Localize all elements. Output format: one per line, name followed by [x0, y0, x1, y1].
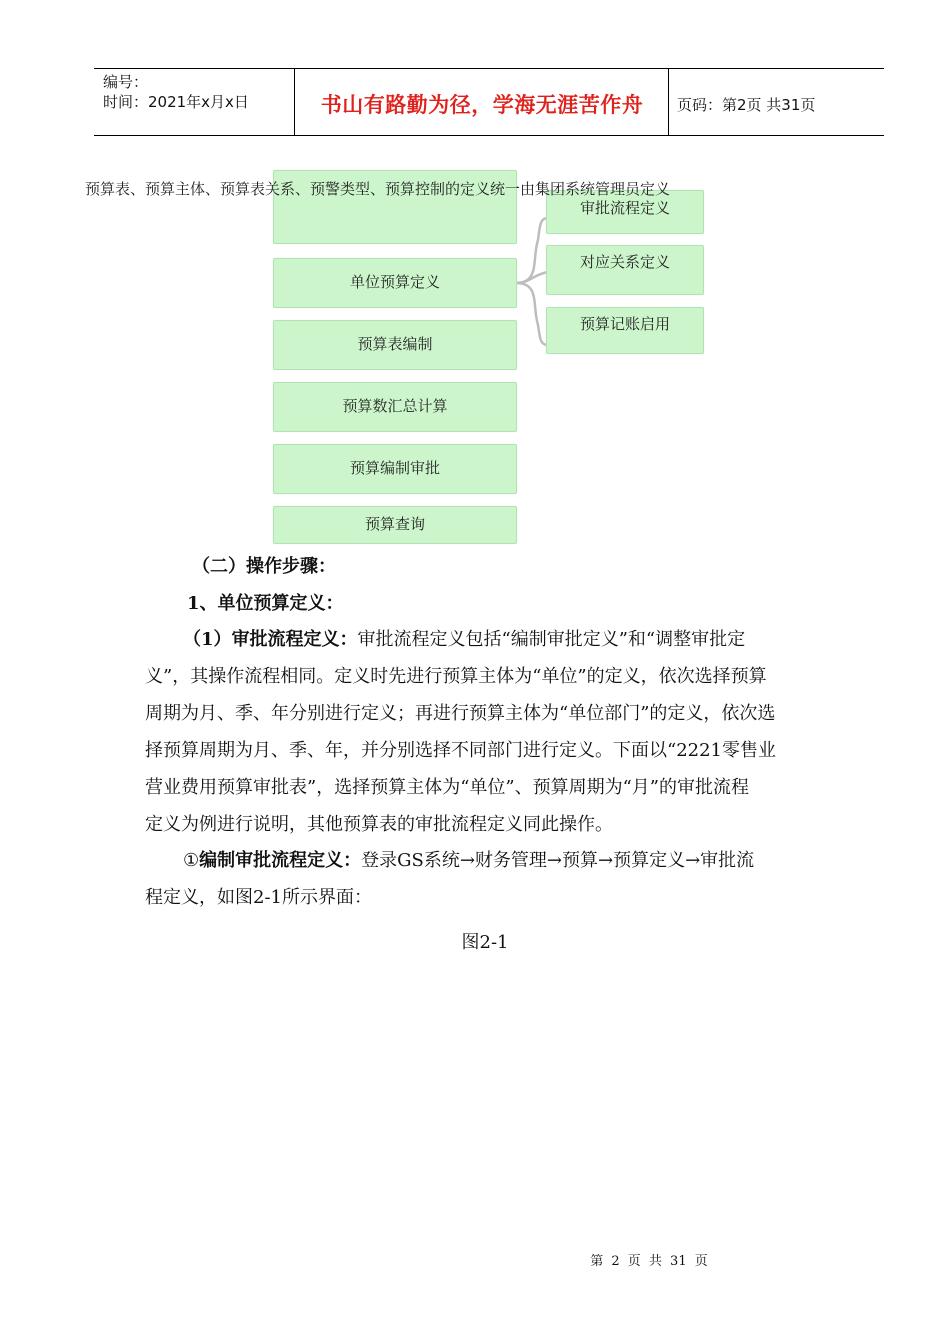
paragraph-2-lead: 编制审批流程定义：	[199, 850, 362, 871]
header-motto: 书山有路勤为径，学海无涯苦作舟	[320, 93, 644, 117]
paragraph-1-line-2: 义”，其操作流程相同。定义时先进行预算主体为“单位”的定义，依次选择预算	[145, 666, 767, 687]
paragraph-1-line-5: 营业费用预算审批表”，选择预算主体为“单位”、预算周期为“月”的审批流程	[145, 777, 750, 798]
heading-unit-budget: 1、单位预算定义：	[187, 593, 344, 614]
diagram-step-unit-budget: 单位预算定义	[273, 258, 517, 308]
paragraph-1-line-1: （1）审批流程定义：审批流程定义包括“编制审批定义”和“调整审批定	[183, 629, 746, 650]
diagram-step-query: 预算查询	[273, 506, 517, 544]
diagram-sub-approval-flow: 审批流程定义	[546, 190, 704, 234]
diagram-overlay-note: 预算表、预算主体、预算表关系、预警类型、预算控制的定义统一由集团系统管理员定义	[85, 180, 671, 198]
header-page-info: 页码：第2页 共31页	[677, 96, 816, 114]
header-time: 时间：2021年x月x日	[103, 93, 249, 111]
diagram-sub-mapping: 对应关系定义	[546, 245, 704, 295]
paragraph-1-line-4: 择预算周期为月、季、年，并分别选择不同部门进行定义。下面以“2221零售业	[145, 740, 777, 761]
header-number-label: 编号：	[103, 73, 149, 91]
diagram-step-summary-calc: 预算数汇总计算	[273, 382, 517, 432]
paragraph-1-line-6: 定义为例进行说明，其他预算表的审批流程定义同此操作。	[145, 814, 613, 835]
heading-operation-steps: （二）操作步骤：	[192, 556, 336, 577]
diagram-sub-accounting: 预算记账启用	[546, 307, 704, 354]
connector-line-3	[516, 283, 548, 345]
circled-number: ①	[183, 850, 200, 871]
page-footer: 第 2 页 共 31 页	[590, 1254, 708, 1269]
paragraph-2-line-1: ①编制审批流程定义：登录GS系统→财务管理→预算→预算定义→审批流	[183, 850, 755, 871]
diagram-step-approval: 预算编制审批	[273, 444, 517, 494]
diagram-step-budget-table: 预算表编制	[273, 320, 517, 370]
paragraph-1-lead: （1）审批流程定义：	[183, 629, 358, 650]
paragraph-2-line-2: 程定义，如图2-1所示界面：	[145, 887, 372, 908]
paragraph-1-line-3: 周期为月、季、年分别进行定义；再进行预算主体为“单位部门”的定义，依次选	[145, 703, 776, 724]
figure-caption: 图2-1	[461, 932, 509, 953]
